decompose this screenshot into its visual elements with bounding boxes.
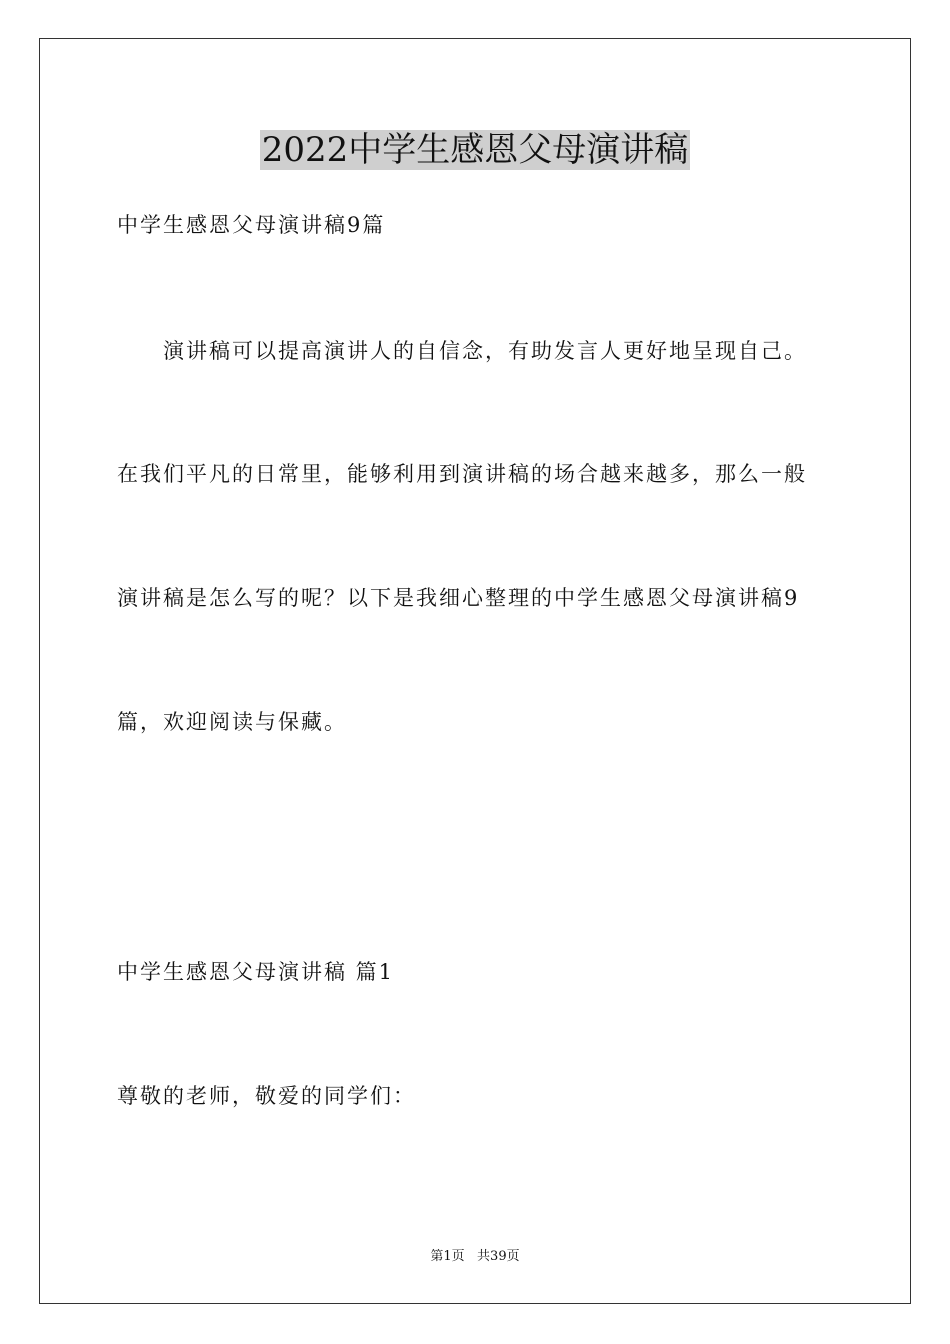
document-title-text: 2022中学生感恩父母演讲稿 <box>261 130 689 170</box>
document-subtitle: 中学生感恩父母演讲稿9篇 <box>117 213 386 237</box>
page-footer: 第1页 共39页 <box>430 1249 520 1264</box>
paragraph-line-3: 演讲稿是怎么写的呢？以下是我细心整理的中学生感恩父母演讲稿9 <box>117 586 800 610</box>
greeting-line: 尊敬的老师，敬爱的同学们： <box>117 1084 416 1108</box>
section-heading: 中学生感恩父母演讲稿 篇1 <box>117 960 395 984</box>
paragraph-line-2: 在我们平凡的日常里，能够利用到演讲稿的场合越来越多，那么一般 <box>117 462 807 486</box>
paragraph-line-4: 篇，欢迎阅读与保藏。 <box>117 710 347 734</box>
paragraph-line-1: 演讲稿可以提高演讲人的自信念，有助发言人更好地呈现自己。 <box>163 339 807 363</box>
document-title <box>0 128 950 172</box>
